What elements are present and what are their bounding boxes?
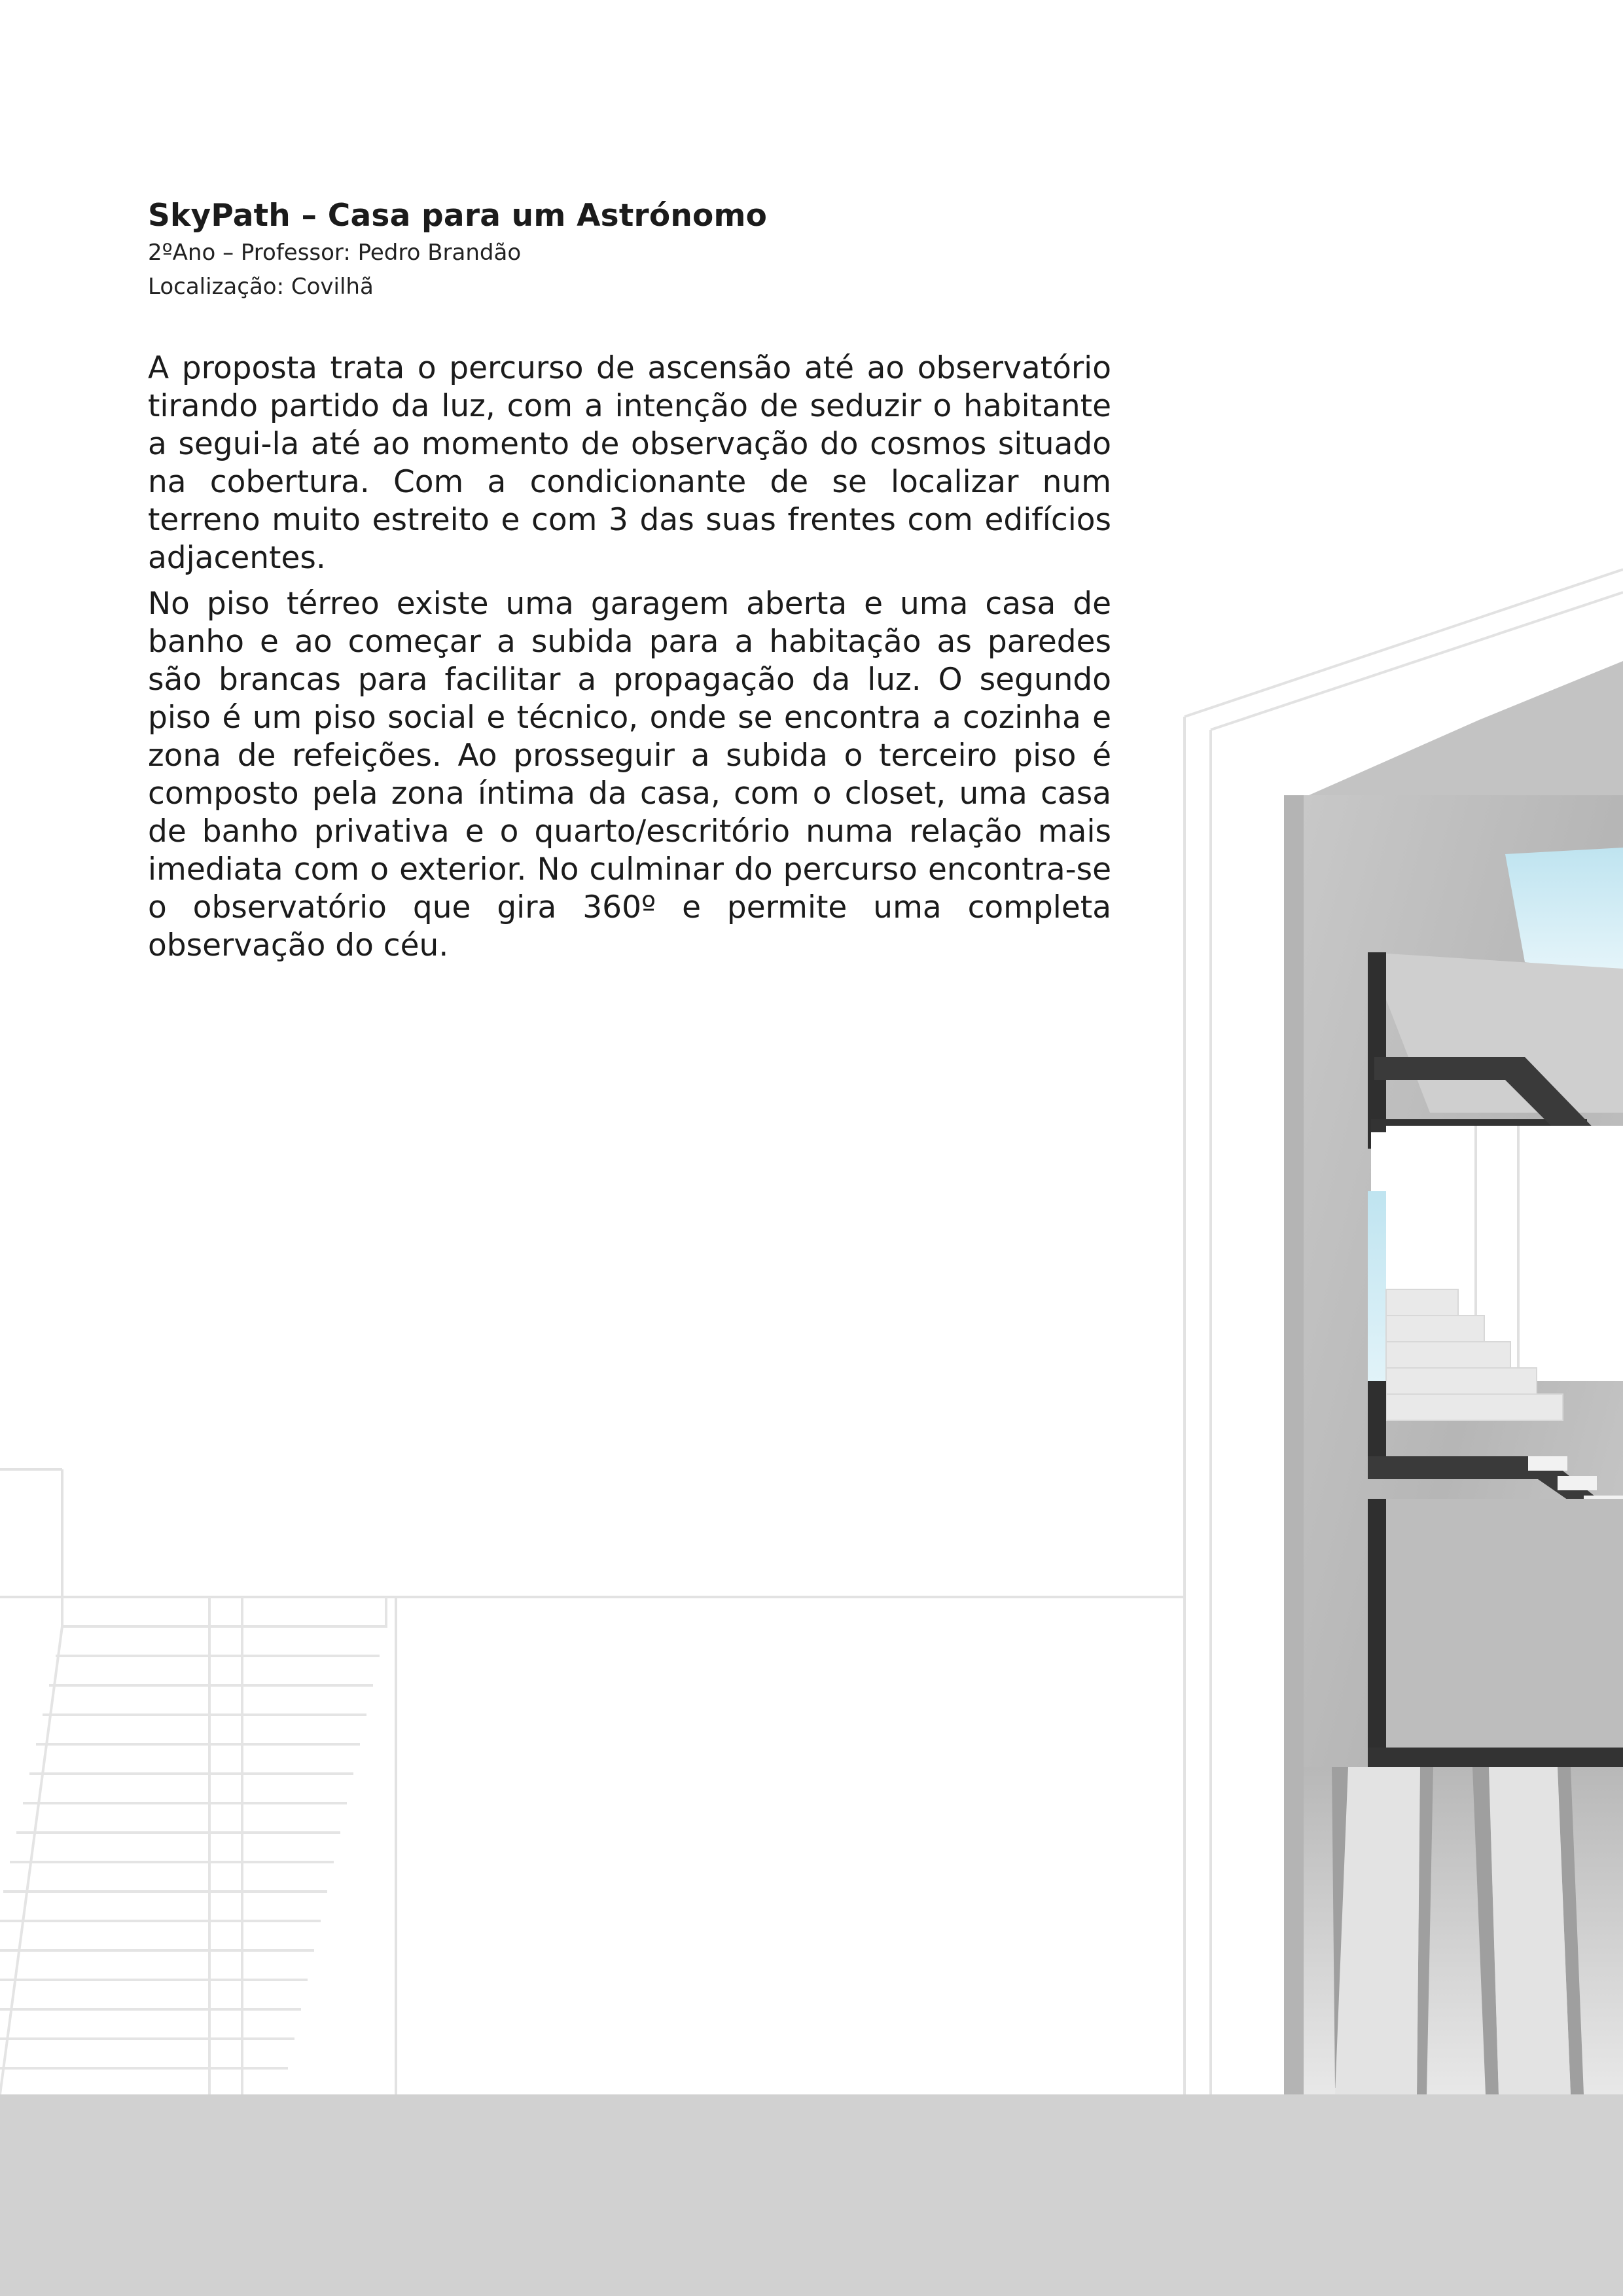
faint-staircase [0, 1597, 386, 2094]
house-section [1284, 661, 1623, 2094]
paragraph-1: A proposta trata o percurso de ascensão até ao observatório tirando partido da luz, com a intenção de seduzir o habitante a segui-la até ao momento de observação do cosmos situado na cobertura. Com a condicionante de se localizar num terreno muito estreito e com 3 das suas frentes com edifícios adjacentes. [148, 350, 1111, 576]
location: Localização: Covilhã [148, 274, 374, 300]
course-professor: 2ºAno – Professor: Pedro Brandão [148, 240, 522, 266]
ground-band [0, 2094, 1623, 2296]
project-description [148, 196, 1111, 973]
project-title: SkyPath – Casa para um Astrónomo [148, 198, 768, 234]
description-body [148, 350, 1111, 965]
paragraph-2: No piso térreo existe uma garagem aberta e uma casa de banho e ao começar a subida para a habitação as paredes são brancas para facilitar a propagação da luz. O segundo piso é um piso social e técnico, onde se encontra a cozinha e zona de refeições. Ao prosseguir a subida o terceiro piso é composto pela zona íntima da casa, com o closet, uma casa de banho privativa e o quarto/escritório numa relação mais imediata com o exterior. No culminar do percurso encontra-se o observatório que gira 360º e permite uma completa observação do céu. [148, 586, 1111, 963]
